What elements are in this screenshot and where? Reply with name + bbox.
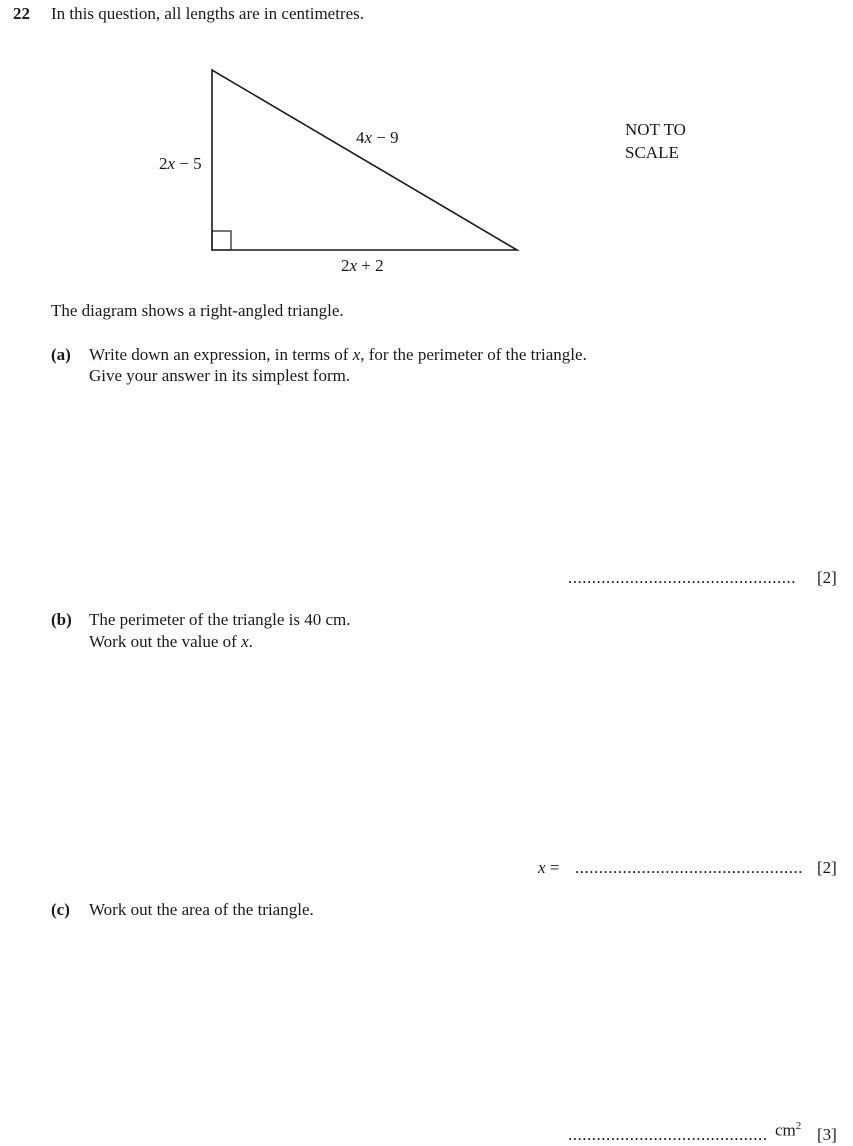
diagram-description: The diagram shows a right-angled triangle. [51,301,344,320]
part-b-label: (b) [51,610,72,629]
part-c-label: (c) [51,900,70,919]
right-angle-marker [212,231,231,250]
triangle-shape [212,70,517,250]
triangle-diagram [0,0,853,290]
question-number: 22 [13,4,30,23]
part-b-line2: Work out the value of x. [89,632,253,651]
part-c-answer-line[interactable]: .......................................... [568,1125,768,1144]
part-b-marks: [2] [817,858,837,877]
part-a-answer-line[interactable]: ................................................ [568,568,796,587]
side-label-left: 2x − 5 [159,154,202,173]
question-intro: In this question, all lengths are in centimetres. [51,4,365,23]
not-to-scale-line1: NOT TO [625,120,686,139]
part-c-marks: [3] [817,1125,837,1144]
not-to-scale-line2: SCALE [625,143,679,162]
side-label-hypotenuse: 4x − 9 [356,128,399,147]
side-label-bottom: 2x + 2 [341,256,384,275]
part-b-line1: The perimeter of the triangle is 40 cm. [89,610,351,629]
part-a-line2: Give your answer in its simplest form. [89,366,351,385]
not-to-scale-note [625,118,686,164]
part-a-line1: Write down an expression, in terms of x, for the perimeter of the triangle. [89,345,587,364]
part-c-unit: $cm^2$ [775,1120,802,1140]
part-a-label: (a) [51,345,71,364]
part-a-marks: [2] [817,568,837,587]
part-c-line1: Work out the area of the triangle. [89,900,314,919]
part-b-answer-line[interactable]: ................................................ [575,858,803,877]
part-b-answer-prefix: x = [538,858,560,877]
